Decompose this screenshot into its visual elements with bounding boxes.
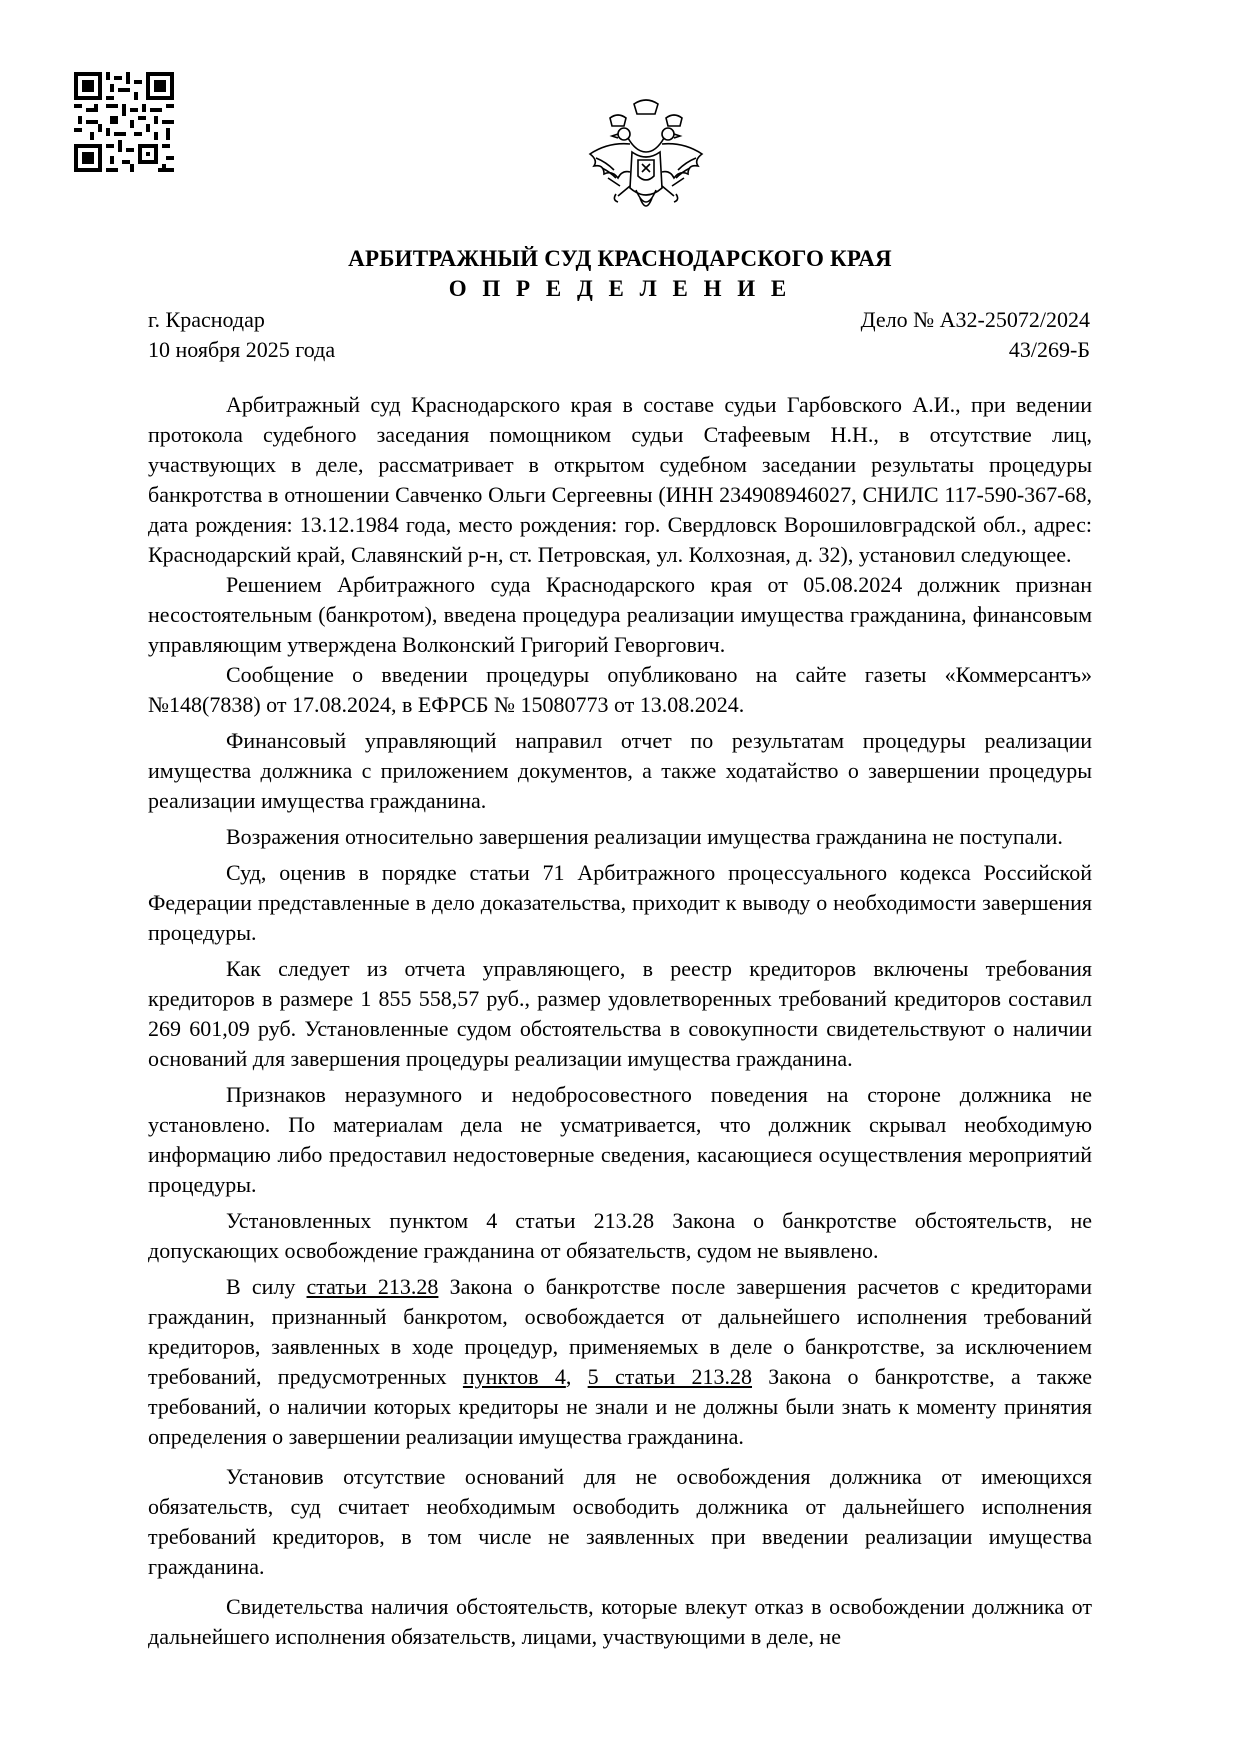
case-number: Дело № А32-25072/2024 (860, 307, 1090, 332)
paragraph-register: Как следует из отчета управляющего, в реестр кредиторов включены требования кредиторов в размере 1 855 558,57 руб., размер удовлетворенных требований кредиторов составил 269 601,09 руб. Установленные судом обстоятельства в совокупности свидетельствуют о наличии оснований для завершения процедуры реализации имущества гражданина. (148, 956, 1092, 1071)
law-link-article[interactable]: статьи 213.28 (306, 1274, 439, 1299)
paragraph-release-law (148, 1272, 1092, 1452)
law-link-article-point5[interactable]: 5 статьи 213.28 (587, 1364, 752, 1389)
paragraph-evaluation: Суд, оценив в порядке статьи 71 Арбитражного процессуального кодекса Российской Федерации представленные в дело доказательства, приходит к выводу о необходимости завершения процедуры. (148, 860, 1092, 945)
paragraph-intro: Арбитражный суд Краснодарского края в составе судьи Гарбовского А.И., при ведении протокола судебного заседания помощником судьи Стафеевым Н.Н., в отсутствие лиц, участвующих в деле, рассматривает в открытом судебном заседании результаты процедуры банкротства в отношении Савченко Ольги Сергеевны (ИНН 234908946027, СНИЛС 117-590-367-68, дата рождения: 13.12.1984 года, место рождения: гор. Свердловск Ворошиловградской обл., адрес: Краснодарский край, Славянский р-н, ст. Петровская, ул. Колхозная, д. 32), установил следующее. (148, 392, 1092, 567)
document-date: 10 ноября 2025 года (148, 337, 336, 362)
paragraph-conduct: Признаков неразумного и недобросовестного поведения на стороне должника не установлено. По материалам дела не усматривается, что должник скрывал необходимую информацию либо предоставил недостоверные сведения, касающиеся осуществления мероприятий процедуры. (148, 1082, 1092, 1197)
qr-code (74, 72, 174, 172)
case-sub-number: 43/269-Б (1008, 337, 1090, 362)
paragraph-decision: Решением Арбитражного суда Краснодарского края от 05.08.2024 должник признан несостоятельным (банкротом), введена процедура реализации имущества гражданина, финансовым управляющим утверждена Волконский Григорий Геворгович. (148, 572, 1092, 657)
law-link-points[interactable]: пунктов 4 (462, 1364, 566, 1389)
text-fragment: Закона о банкротстве после завершения расчетов с кредиторами гражданин, признанный банкротом, освобождается от дальнейшего исполнения требований кредиторов, заявленных в ходе процедур, применяемых в деле о банкротстве, за исключением требований, предусмотренных (148, 1274, 1092, 1389)
city: г. Краснодар (148, 307, 265, 332)
paragraph-objections: Возражения относительно завершения реализации имущества гражданина не поступали. (226, 824, 1063, 849)
document-body (148, 390, 1092, 1652)
document-type: О П Р Е Д Е Л Е Н И Е (448, 276, 792, 301)
case-info (861, 305, 1090, 365)
text-fragment: Закона о банкротстве, а также требований, о наличии которых кредиторы не знали и не должны были знать к моменту принятия определения о завершении реализации имущества гражданина. (148, 1364, 1093, 1449)
court-name: АРБИТРАЖНЫЙ СУД КРАСНОДАРСКОГО КРАЯ (348, 246, 892, 271)
text-fragment: В силу (226, 1274, 307, 1299)
paragraph-release-decision: Установив отсутствие оснований для не освобождения должника от имеющихся обязательств, суд считает необходимым освободить должника от дальнейшего исполнения требований кредиторов, в том числе не заявленных при введении реализации имущества гражданина. (148, 1464, 1092, 1579)
paragraph-circumstances: Установленных пунктом 4 статьи 213.28 Закона о банкротстве обстоятельств, не допускающих освобождение гражданина от обязательств, судом не выявлено. (148, 1208, 1092, 1263)
paragraph-report: Финансовый управляющий направил отчет по результатам процедуры реализации имущества должника с приложением документов, а также ходатайство о завершении процедуры реализации имущества гражданина. (148, 728, 1092, 813)
paragraph-evidence: Свидетельства наличия обстоятельств, которые влекут отказ в освобождении должника от дальнейшего исполнения обязательств, лицами, участвующими в деле, не (148, 1594, 1092, 1649)
place-and-date (148, 305, 335, 365)
paragraph-publication: Сообщение о введении процедуры опубликовано на сайте газеты «Коммерсантъ» №148(7838) от 17.08.2024, в ЕФРСБ № 15080773 от 13.08.2024. (148, 662, 1092, 717)
coat-of-arms-emblem (586, 98, 706, 230)
text-fragment: , (565, 1364, 588, 1389)
